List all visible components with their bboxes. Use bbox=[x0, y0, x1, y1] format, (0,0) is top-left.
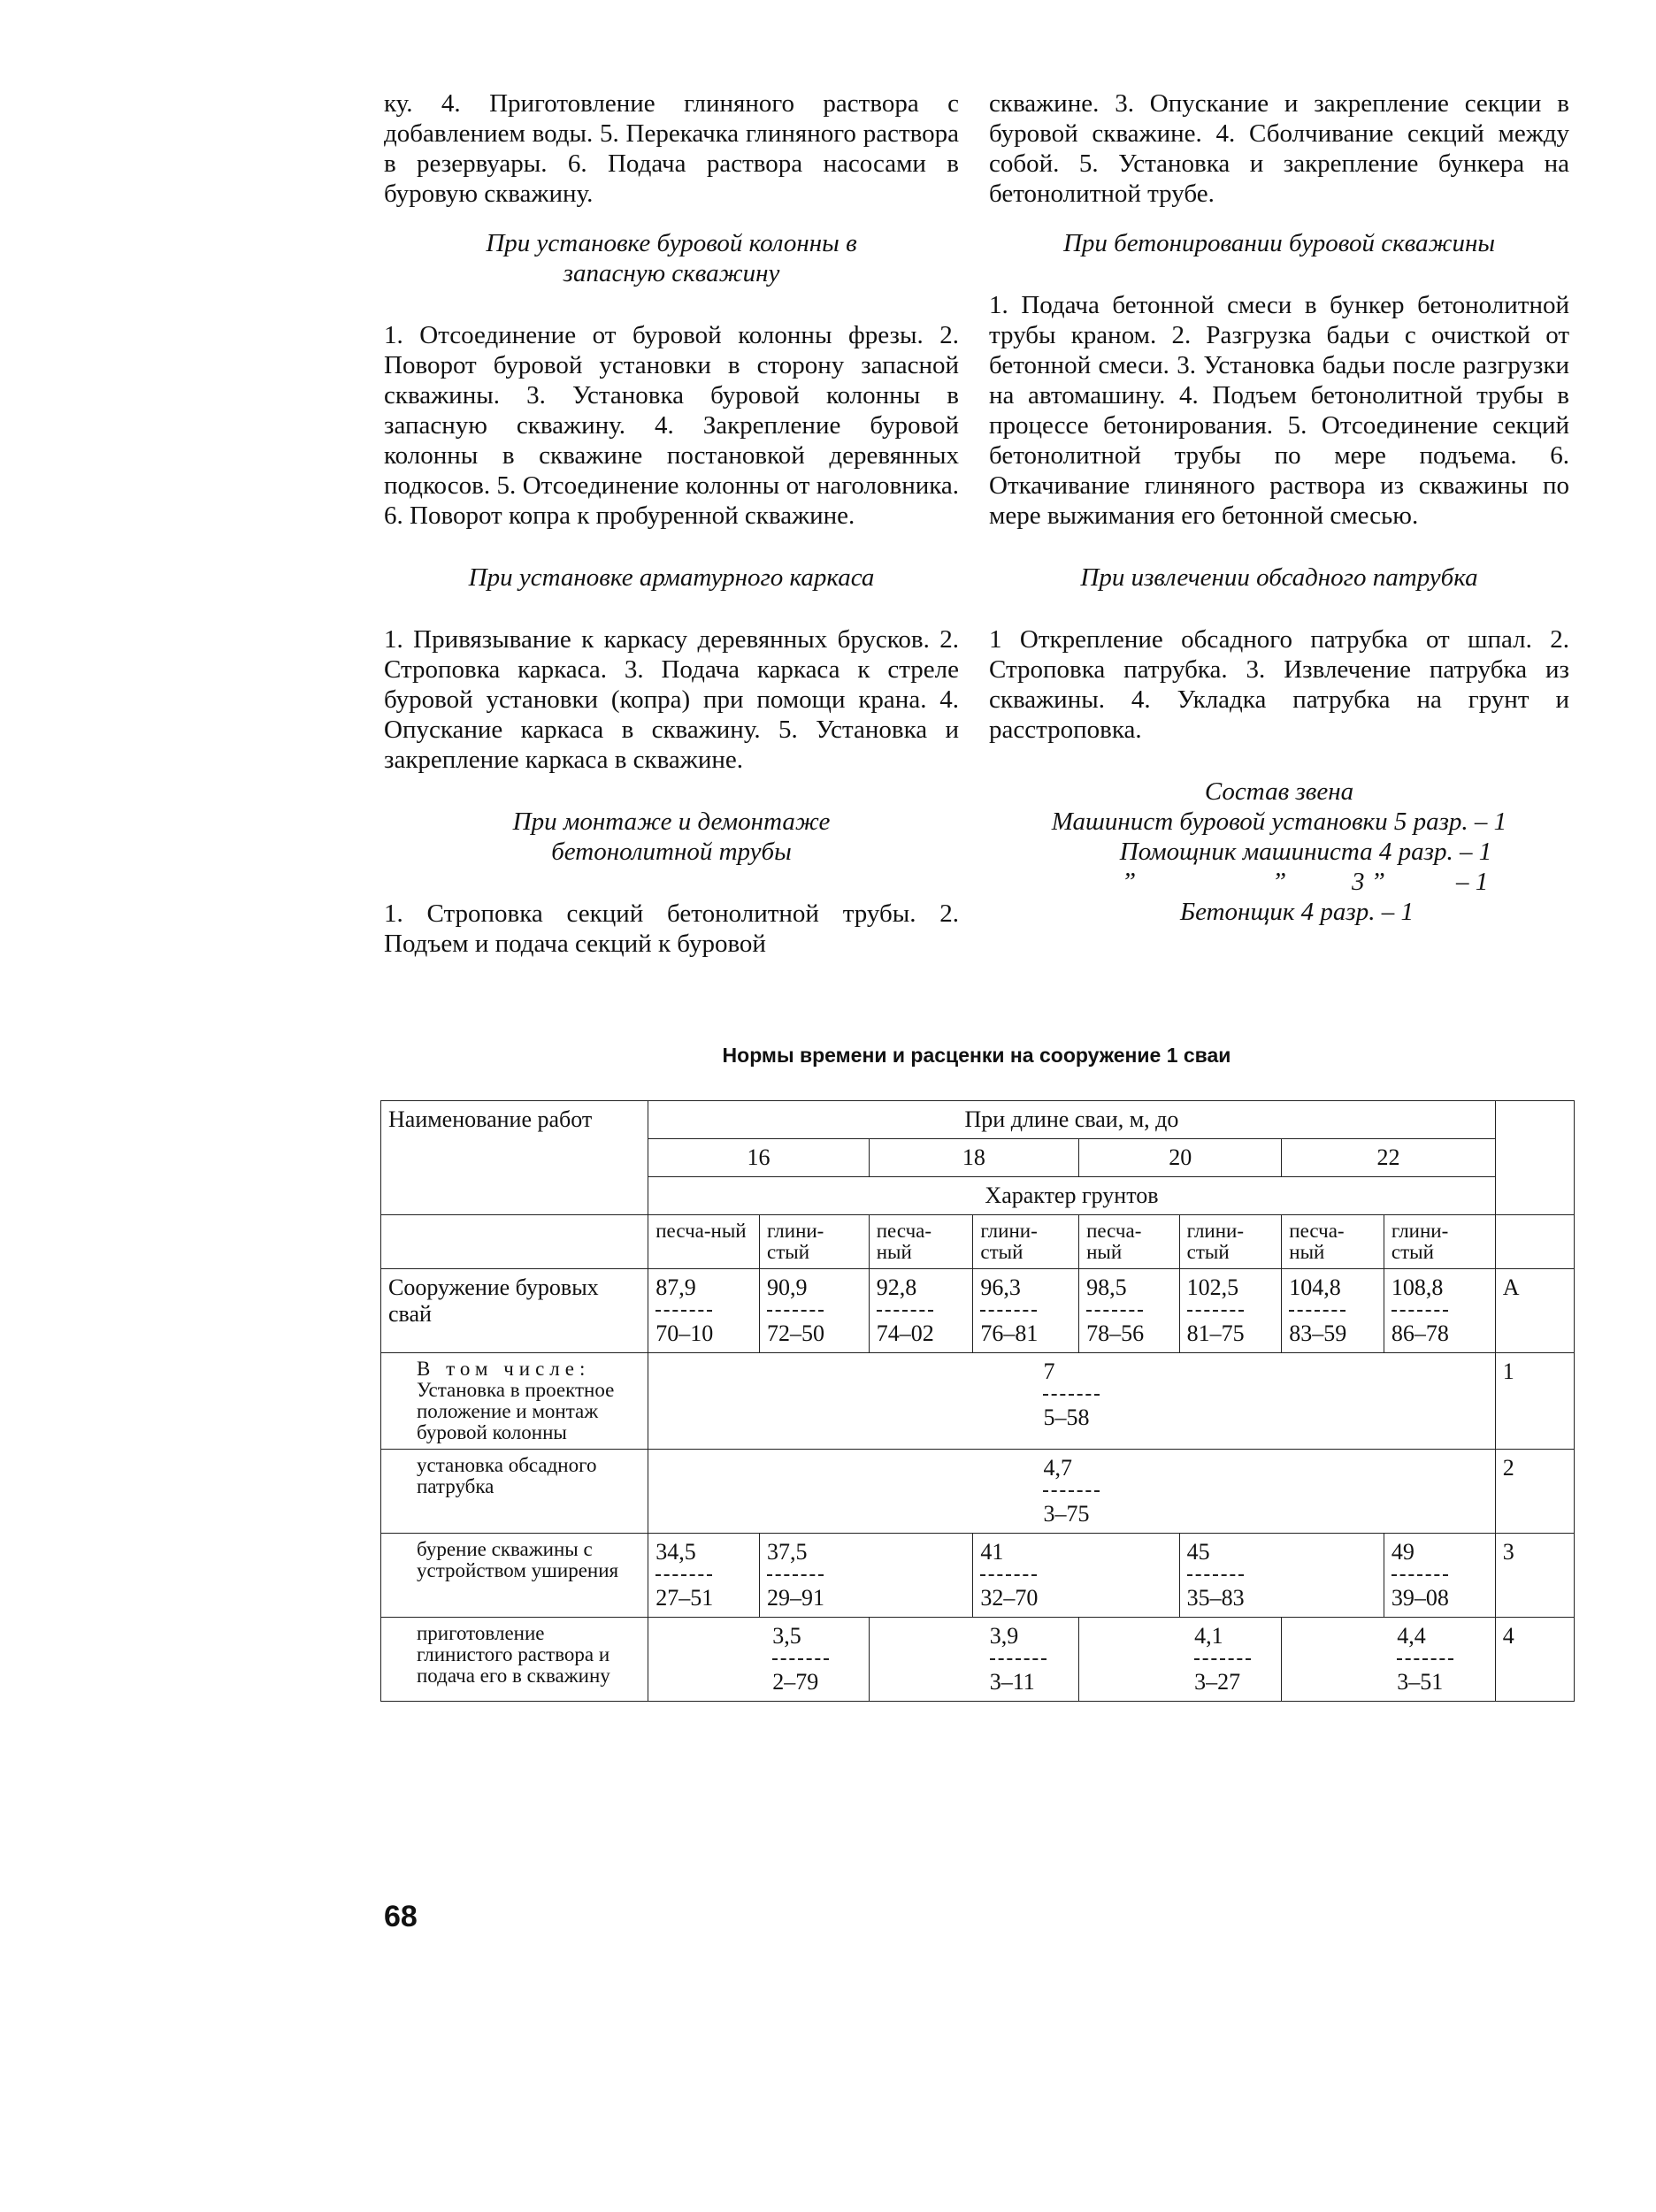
time-norm: 87,9 bbox=[656, 1274, 696, 1300]
table-row bbox=[381, 1353, 1575, 1450]
column-header-mark bbox=[1495, 1101, 1574, 1215]
time-norm: 108,8 bbox=[1391, 1274, 1444, 1300]
section-heading: При бетонировании буровой скважины bbox=[1062, 229, 1496, 257]
time-norm: 45 bbox=[1186, 1539, 1210, 1565]
paragraph: скважине. 3. Опускание и закрепление секции в буровой скважине. 4. Сболчивание секций между собой. 5. Установка и закрепление бункера на бетонолитной трубе. bbox=[989, 89, 1569, 208]
price: 29–91 bbox=[767, 1585, 825, 1611]
time-norm: 4,7 bbox=[1043, 1455, 1072, 1481]
row-mark: 2 bbox=[1495, 1450, 1574, 1534]
paragraph: ку. 4. Приготовление глиняного раствора с добавлением воды. 5. Перекачка глиняного раствора в резервуары. 6. Подача раствора насосами в буровую скважину. bbox=[384, 89, 959, 208]
length-header: 22 bbox=[1282, 1139, 1495, 1177]
table-row bbox=[381, 1618, 1575, 1702]
time-norm: 3,5 bbox=[772, 1623, 801, 1649]
paragraph: 1. Строповка секций бетонолитной трубы. 2. Подъем и подача секций к буровой bbox=[384, 899, 959, 958]
crew-title: Состав звена bbox=[1204, 777, 1354, 806]
time-norm: 104,8 bbox=[1289, 1274, 1341, 1300]
soil-type: песча-ный bbox=[1282, 1215, 1384, 1269]
page-number: 68 bbox=[384, 1900, 418, 1933]
price: 3–27 bbox=[1194, 1669, 1241, 1695]
time-norm: 34,5 bbox=[656, 1539, 696, 1565]
work-name: Сооружение буровых свай bbox=[381, 1269, 648, 1353]
soil-type: глини-стый bbox=[760, 1215, 870, 1269]
section-heading: При установке арматурного каркаса bbox=[468, 563, 875, 592]
price: 76–81 bbox=[980, 1320, 1039, 1346]
price: 35–83 bbox=[1186, 1585, 1245, 1611]
price: 78–56 bbox=[1086, 1320, 1145, 1346]
soil-type: песча-ный bbox=[869, 1215, 973, 1269]
paragraph: 1. Отсоединение от буровой колонны фрезы. 2. Поворот буровой установки в сторону запасной скважины. 3. Установка буровой колонны в запасную скважину. 4. Закрепление буровой колонны в скважине постановкой деревянных подкосов. 5. Отсоединение колонны от наголовника. 6. Поворот копра к пробуренной скважине. bbox=[384, 321, 959, 530]
price: 86–78 bbox=[1391, 1320, 1449, 1346]
work-name: бурение скважины с устройством уширения bbox=[381, 1534, 648, 1618]
time-norm: 3,9 bbox=[989, 1623, 1019, 1649]
time-norm: 92,8 bbox=[876, 1274, 917, 1300]
row-mark: А bbox=[1495, 1269, 1574, 1353]
table-title: Нормы времени и расценки на сооружение 1 сваи bbox=[722, 1044, 1231, 1067]
price: 3–75 bbox=[1043, 1501, 1090, 1527]
price: 5–58 bbox=[1043, 1405, 1090, 1430]
time-norm: 7 bbox=[1043, 1359, 1055, 1384]
crew-line-ditto bbox=[989, 867, 1569, 897]
time-norm: 37,5 bbox=[767, 1539, 808, 1565]
price: 81–75 bbox=[1186, 1320, 1245, 1346]
table-row bbox=[381, 1269, 1575, 1353]
time-norm: 49 bbox=[1391, 1539, 1414, 1565]
norms-table bbox=[380, 1100, 1575, 1702]
paragraph: 1 Открепление обсадного патрубка от шпал. 2. Строповка патрубка. 3. Извлечение патрубка из скважины. 4. Укладка патрубка на грунт и расстроповка. bbox=[989, 625, 1569, 744]
right-column bbox=[989, 88, 1569, 927]
price: 2–79 bbox=[772, 1669, 819, 1695]
price: 3–11 bbox=[989, 1669, 1035, 1695]
price: 83–59 bbox=[1289, 1320, 1347, 1346]
crew-count: – 1 bbox=[1456, 868, 1489, 896]
section-heading: При монтаже и демонтаже бетонолитной трубы bbox=[512, 807, 831, 866]
left-column bbox=[384, 88, 959, 959]
work-name: Установка в проектное положение и монтаж буровой колонны bbox=[417, 1379, 615, 1443]
price: 27–51 bbox=[656, 1585, 714, 1611]
length-header: 20 bbox=[1079, 1139, 1282, 1177]
row-mark: 3 bbox=[1495, 1534, 1574, 1618]
section-heading: При извлечении обсадного патрубка bbox=[1080, 563, 1478, 592]
crew-line: Бетонщик 4 разр. – 1 bbox=[1180, 898, 1414, 926]
time-norm: 96,3 bbox=[980, 1274, 1021, 1300]
price: 74–02 bbox=[876, 1320, 934, 1346]
price: 39–08 bbox=[1391, 1585, 1449, 1611]
soil-header: Характер грунтов bbox=[648, 1177, 1495, 1215]
price: 70–10 bbox=[656, 1320, 714, 1346]
length-header: 16 bbox=[648, 1139, 870, 1177]
soil-type: глини-стый bbox=[973, 1215, 1079, 1269]
time-norm: 102,5 bbox=[1186, 1274, 1239, 1300]
crew-rank: 3 ” bbox=[1352, 868, 1385, 896]
ditto-mark: ” bbox=[1272, 868, 1287, 896]
table-row bbox=[381, 1450, 1575, 1534]
row-mark: 4 bbox=[1495, 1618, 1574, 1702]
section-heading: При установке буровой колонны в запасную скважину bbox=[486, 229, 857, 287]
subtotal-prefix: В том числе: bbox=[417, 1358, 591, 1380]
soil-type: песча-ный bbox=[648, 1215, 760, 1269]
row-mark: 1 bbox=[1495, 1353, 1574, 1450]
time-norm: 90,9 bbox=[767, 1274, 808, 1300]
column-header-work: Наименование работ bbox=[381, 1101, 648, 1215]
crew-line: Машинист буровой установки 5 разр. – 1 bbox=[1051, 807, 1507, 836]
crew-composition bbox=[989, 777, 1569, 927]
price: 72–50 bbox=[767, 1320, 825, 1346]
paragraph: 1. Привязывание к каркасу деревянных брусков. 2. Строповка каркаса. 3. Подача каркаса к стреле буровой установки (копра) при помощи крана. 4. Опускание каркаса в скважину. 5. Установка и закрепление каркаса в скважине. bbox=[384, 625, 959, 774]
table-row bbox=[381, 1534, 1575, 1618]
work-name: приготовление глинистого раствора и подача его в скважину bbox=[381, 1618, 648, 1702]
soil-type: глини-стый bbox=[1384, 1215, 1495, 1269]
price: 32–70 bbox=[980, 1585, 1039, 1611]
crew-line: Помощник машиниста 4 разр. – 1 bbox=[1119, 838, 1492, 866]
work-name: установка обсадного патрубка bbox=[381, 1450, 648, 1534]
length-header: 18 bbox=[869, 1139, 1078, 1177]
price: 3–51 bbox=[1397, 1669, 1444, 1695]
column-header-length: При длине сваи, м, до bbox=[648, 1101, 1495, 1139]
soil-type: песча-ный bbox=[1079, 1215, 1180, 1269]
time-norm: 4,4 bbox=[1397, 1623, 1426, 1649]
time-norm: 4,1 bbox=[1194, 1623, 1223, 1649]
time-norm: 98,5 bbox=[1086, 1274, 1127, 1300]
soil-type: глини-стый bbox=[1179, 1215, 1282, 1269]
paragraph: 1. Подача бетонной смеси в бункер бетонолитной трубы краном. 2. Разгрузка бадьи с очисткой от бетонной смеси. 3. Установка бадьи после разгрузки на автомашину. 4. Подъем бетонолитной трубы в процессе бетонирования. 5. Отсоединение секций бетонолитной трубы по мере подъема. 6. Откачивание глиняного раствора из скважины по мере выжимания его бетонной смесью. bbox=[989, 291, 1569, 530]
time-norm: 41 bbox=[980, 1539, 1004, 1565]
ditto-mark: ” bbox=[1122, 868, 1137, 896]
